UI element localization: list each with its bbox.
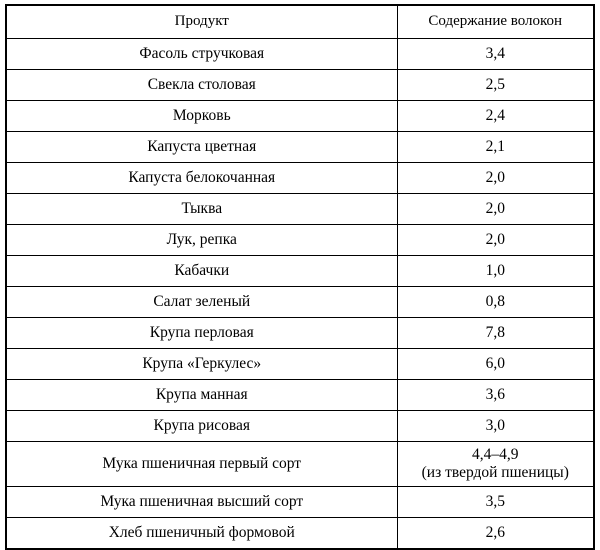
cell-value: 3,6 bbox=[397, 380, 594, 411]
cell-value: 2,4 bbox=[397, 101, 594, 132]
column-header-product: Продукт bbox=[6, 5, 397, 39]
table-row bbox=[6, 225, 594, 256]
cell-value: 0,8 bbox=[397, 287, 594, 318]
cell-product: Хлеб пшеничный формовой bbox=[6, 517, 397, 549]
table-row bbox=[6, 256, 594, 287]
cell-value: 6,0 bbox=[397, 349, 594, 380]
cell-product: Фасоль стручковая bbox=[6, 39, 397, 70]
table-row bbox=[6, 101, 594, 132]
cell-value: 3,0 bbox=[397, 411, 594, 442]
table-row bbox=[6, 163, 594, 194]
cell-value: 3,5 bbox=[397, 486, 594, 517]
table-row bbox=[6, 349, 594, 380]
cell-product: Кабачки bbox=[6, 256, 397, 287]
cell-product: Тыква bbox=[6, 194, 397, 225]
cell-value: 2,5 bbox=[397, 70, 594, 101]
cell-product: Капуста цветная bbox=[6, 132, 397, 163]
column-header-fiber-content: Содержание волокон bbox=[397, 5, 594, 39]
cell-value: 2,0 bbox=[397, 163, 594, 194]
cell-product: Крупа рисовая bbox=[6, 411, 397, 442]
cell-value: 2,0 bbox=[397, 225, 594, 256]
cell-product: Крупа «Геркулес» bbox=[6, 349, 397, 380]
cell-value-line1: 4,4–4,9 bbox=[472, 446, 519, 463]
table-body bbox=[6, 5, 594, 549]
table-row bbox=[6, 132, 594, 163]
table-row bbox=[6, 411, 594, 442]
table-row bbox=[6, 194, 594, 225]
table-row bbox=[6, 380, 594, 411]
cell-value: 2,1 bbox=[397, 132, 594, 163]
cell-product: Мука пшеничная первый сорт bbox=[6, 442, 397, 487]
cell-value: 3,4 bbox=[397, 39, 594, 70]
table-header-row bbox=[6, 5, 594, 39]
table-row bbox=[6, 442, 594, 487]
table-row bbox=[6, 287, 594, 318]
table-row bbox=[6, 39, 594, 70]
cell-product: Свекла столовая bbox=[6, 70, 397, 101]
cell-value: 2,6 bbox=[397, 517, 594, 549]
cell-product: Мука пшеничная высший сорт bbox=[6, 486, 397, 517]
cell-value: 1,0 bbox=[397, 256, 594, 287]
cell-value: 7,8 bbox=[397, 318, 594, 349]
table-row bbox=[6, 70, 594, 101]
cell-product: Крупа манная bbox=[6, 380, 397, 411]
cell-product: Салат зеленый bbox=[6, 287, 397, 318]
cell-product: Крупа перловая bbox=[6, 318, 397, 349]
cell-product: Лук, репка bbox=[6, 225, 397, 256]
cell-value: 2,0 bbox=[397, 194, 594, 225]
table-row bbox=[6, 318, 594, 349]
table-row bbox=[6, 517, 594, 549]
cell-product: Капуста белокочанная bbox=[6, 163, 397, 194]
fiber-content-table bbox=[5, 4, 595, 550]
cell-value bbox=[397, 442, 594, 487]
table-row bbox=[6, 486, 594, 517]
cell-value-line2: (из твердой пшеницы) bbox=[421, 463, 569, 481]
cell-product: Морковь bbox=[6, 101, 397, 132]
